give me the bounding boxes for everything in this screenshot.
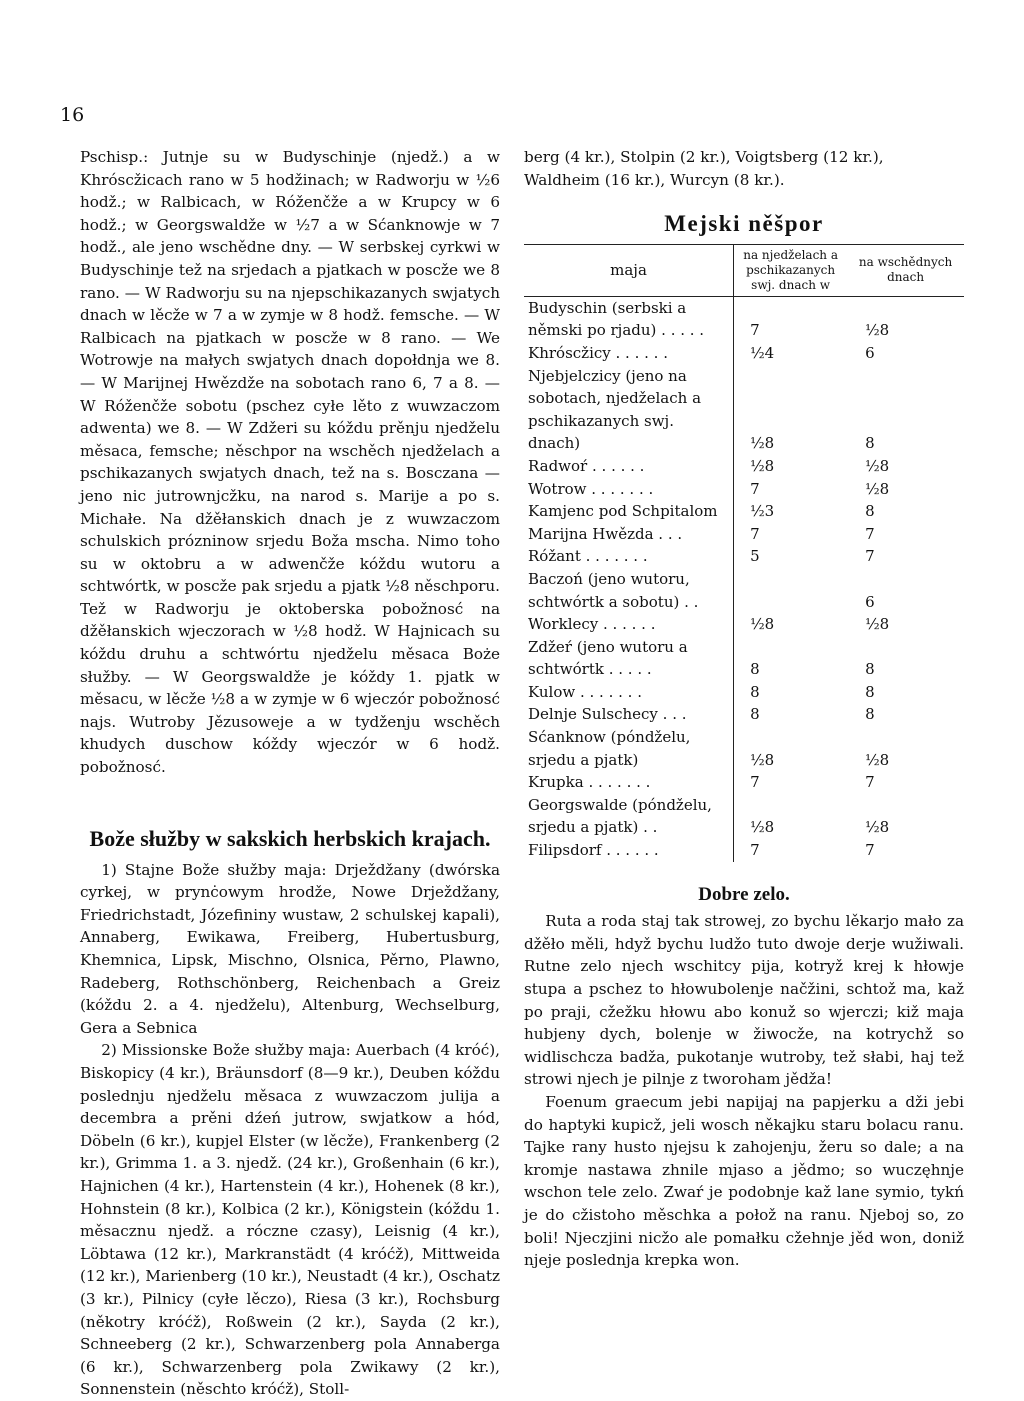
place-cell: Wotrow . . . . . . . (528, 479, 654, 498)
holiday-time-cell: 7 (734, 478, 848, 501)
place-cell: Róžant . . . . . . . (528, 547, 648, 566)
paragraph: Foenum graecum jebi napijaj na papjerku a dži jebi do haptyki kupicž, jeli wosch někajku staru bolacu ranu. Tajke rany husto njejsu k zahojenju, žeru so dale; a na kromje nastawa zhnile mjaso a jědmo; so wuczęhnje wschon tele zelo. Zwaŕ je podobnje kaž lane symio, tykń je do cžistoho měschka a połož na ranu. Njeboj so, zo boli! Njeczjini nicžo ale pomałku cžehnje jěd won, doniž njeje poslednja krepka won. (524, 1092, 964, 1270)
table-row (524, 568, 964, 613)
table-row (524, 365, 964, 455)
place-cell: Zdžeŕ (jeno wutoru a schtwórtk . . . . . (528, 637, 688, 679)
weekday-time-cell: ½8 (865, 321, 890, 340)
left-column (80, 146, 500, 1401)
table-row (524, 839, 964, 862)
place-cell: Kulow . . . . . . . (528, 682, 642, 701)
table-row (524, 478, 964, 501)
weekday-time-cell: 8 (865, 682, 875, 701)
place-cell: Delnje Sulschecy . . . (528, 705, 687, 724)
place-cell: Njebjelczicy (jeno na sobotach, njedželach a pschikazanych swj. dnach) (528, 366, 702, 453)
holiday-time-cell: 5 (734, 545, 848, 568)
holiday-time-cell: 8 (734, 636, 848, 681)
table-row (524, 296, 964, 342)
schedule-table (524, 244, 964, 862)
weekday-time-cell: 7 (865, 547, 875, 566)
holiday-time-cell: 7 (734, 839, 848, 862)
weekday-time-cell: 8 (865, 434, 875, 453)
place-cell: Sćanknow (póndželu, srjedu a pjatk) (528, 728, 691, 769)
column-header: maja (524, 244, 734, 296)
weekday-time-cell: 8 (865, 660, 875, 679)
weekday-time-cell: 6 (865, 343, 875, 362)
place-cell: Budyschin (serbski a němski po rjadu) . . . . . (528, 298, 705, 340)
right-column (524, 146, 964, 1272)
table-row (524, 726, 964, 771)
paragraph: 1) Stajne Bože słužby maja: Drježdžany (dwórska cyrkej, w prynċowym hrodže, Nowe Drježdžany, Friedrichstadt, Józefininy wustaw, 2 schulskej kapali), Annaberg, Ewikawa, Freiberg, Hubertusburg, Khemnica, Lipsk, Mischno, Olsnica, Pěrno, Plawno, Radeberg, Rothschönberg, Reichenbach a Greiz (kóždu 2. a 4. njedželu), Altenburg, Wechselburg, Gera a Sebnica (80, 860, 500, 1037)
section-heading: Bože słužby w sakskich herbskich krajach. (89, 825, 491, 851)
holiday-time-cell: ½8 (734, 613, 848, 636)
holiday-time-cell: 7 (734, 523, 848, 546)
table-row (524, 771, 964, 794)
table-row (524, 500, 964, 523)
table-row (524, 681, 964, 704)
table-row (524, 545, 964, 568)
holiday-time-cell: ½8 (734, 794, 848, 839)
place-cell: Georgswalde (póndželu, srjedu a pjatk) . . (528, 795, 712, 837)
holiday-time-cell: ½4 (734, 342, 848, 365)
place-cell: Worklecy . . . . . . (528, 615, 656, 634)
weekday-time-cell: 7 (865, 773, 875, 792)
column-header: na njedželach a pschikazanych swj. dnach w (734, 244, 848, 296)
weekday-time-cell: ½8 (865, 479, 890, 498)
place-cell: Marijna Hwězda . . . (528, 524, 683, 543)
holiday-time-cell: ½8 (734, 455, 848, 478)
weekday-time-cell: ½8 (865, 818, 890, 837)
weekday-time-cell: 7 (865, 841, 875, 860)
paragraph: Pschisp.: Jutnje su w Budyschinje (njedž.) a w Khróscžicach rano w 5 hodžinach; w Radworju w ½6 hodž.; w Ralbicach, w Róženčže a w Krupcy w 6 hodž.; w Georgswaldže w ½7 a w Sćanknowje w 7 hodž., ale jeno wschědne dny. — W serbskej cyrkwi w Budyschinje tež na srjedach a pjatkach w poscže we 8 rano. — W Radworju su na njepschikazanych swjatych dnach w lěcže w 7 a w zymje w 8 hodž. femsche. — W Ralbicach na pjatkach w poscže w 8 rano. — We Wotrowje na małych swjatych dnach dopołdnja we 8. — W Marijnej Hwězdže na sobotach rano 6, 7 a 8. — W Róženčže sobotu (pschez cyłe lěto z wuwzaczom adwenta) we 8. — W Zdžeri su kóždu prěnju njedželu měsaca, femsche; něschpor na wschěch njedželach a pschikazanych swjatych dnach, tež na s. Bosczana — jeno nic jutrownjcžku, na narod s. Marije a po s. Michałe. Na džěłanskich dnach je z wuwzaczom schulskich prózninow srjedu Boža mscha. Nimo toho su w oktobru a w adwenčže kóždu wutoru a schtwórtk, w poscže pak srjedu a pjatk ½8 něschporu. Tež w Radworju je oktoberska pobožnosć na džěłanskich wjeczorach w ½8 hodž. W Hajnicach su kóždu druhu a schtwórtu njedželu měsaca Boże słužby. — W Georgswaldže je kóždy 1. pjatk w měsacu, w lěcže ½8 a w zymje w 6 wjeczór pobožnosć najs. Wutroby Jězusoweje a w tydženju wschěch khudych duschow kóždy wjeczór w 6 hodž. pobožnosć. (80, 148, 500, 777)
holiday-time-cell: 8 (734, 681, 848, 704)
place-cell: Baczoń (jeno wutoru, schtwórtk a sobotu) . . (528, 569, 699, 611)
place-cell: Radwoŕ . . . . . . (528, 456, 645, 475)
table-row (524, 342, 964, 365)
weekday-time-cell: 6 (865, 592, 875, 611)
paragraph: Ruta a roda staj tak strowej, zo bychu lěkarjo mało za džěło měli, hdyž bychu ludžo tuto dwoje derje wužiwali. Rutne zelo njech wschitcy pija, kotryž krej k hłowje stupa a pschez to hłowubolenje načžini, schtož ma, kaž po praji, cžežku hłowu abo konuž so wjerczi; kiž maja hubjeny dych, bolenje w žiwocže, na kotrychž so widlischcza badža, pukotanje wutroby, tež słabi, haj tež strowi njech je pilnje z tworoham jědža! (524, 912, 964, 1089)
holiday-time-cell: ½8 (734, 365, 848, 455)
holiday-time-cell: ½8 (734, 726, 848, 771)
place-cell: Krupka . . . . . . . (528, 773, 651, 792)
place-cell: Filipsdorf . . . . . . (528, 841, 659, 860)
table-row (524, 703, 964, 726)
table-row (524, 455, 964, 478)
continued-paragraph: berg (4 kr.), Stolpin (2 kr.), Voigtsberg (12 kr.), Waldheim (16 kr.), Wurcyn (8 kr.). (524, 148, 884, 189)
table-row (524, 613, 964, 636)
holiday-time-cell: ½3 (734, 500, 848, 523)
holiday-time-cell (734, 568, 848, 613)
table-row (524, 794, 964, 839)
table-body (524, 296, 964, 861)
holiday-time-cell: 7 (734, 296, 848, 342)
place-cell: Khróscžicy . . . . . . (528, 343, 668, 362)
table-row (524, 636, 964, 681)
subsection-heading: Dobre zelo. (698, 883, 790, 905)
weekday-time-cell: 7 (865, 524, 875, 543)
weekday-time-cell: 8 (865, 705, 875, 724)
table-row (524, 523, 964, 546)
holiday-time-cell: 7 (734, 771, 848, 794)
table-header-row (524, 244, 964, 296)
page-number: 16 (60, 104, 85, 126)
column-header: na wschědnych dnach (847, 244, 964, 296)
weekday-time-cell: 8 (865, 502, 875, 521)
weekday-time-cell: ½8 (865, 750, 890, 769)
holiday-time-cell: 8 (734, 703, 848, 726)
place-cell: Kamjenc pod Schpitalom (528, 502, 718, 521)
table-title: Mejski něšpor (664, 211, 824, 237)
paragraph: 2) Missionske Bože słužby maja: Auerbach (4 króć), Biskopicy (4 kr.), Bräunsdorf (8—9 kr.), Deuben kóždu poslednju njedželu měsaca z wuwzaczom julija a decembra a prěni dźeń jutrow, swjatkow a hód, Döbeln (6 kr.), kupjel Elster (w lěcže), Frankenberg (2 kr.), Grimma 1. a 3. njedž. (24 kr.), Großenhain (6 kr.), Hajnichen (4 kr.), Hartenstein (4 kr.), Hohenek (8 kr.), Hohnstein (8 kr.), Kolbica (2 kr.), Königstein (kóždu 1. měsacznu njedž. a róczne czasy), Leisnig (4 kr.), Löbtawa (12 kr.), Markranstädt (4 króćž), Mittweida (12 kr.), Marienberg (10 kr.), Neustadt (4 kr.), Oschatz (3 kr.), Pilnicy (cyłe lěczo), Riesa (3 kr.), Rochsburg (někotry króćž), Roßwein (2 kr.), Sayda (2 kr.), Schneeberg (2 kr.), Schwarzenberg pola Annaberga (6 kr.), Schwarzenberg pola Zwikawy (2 kr.), Sonnenstein (něschto króćž), Stoll- (80, 1041, 500, 1399)
weekday-time-cell: ½8 (865, 615, 890, 634)
weekday-time-cell: ½8 (865, 456, 890, 475)
